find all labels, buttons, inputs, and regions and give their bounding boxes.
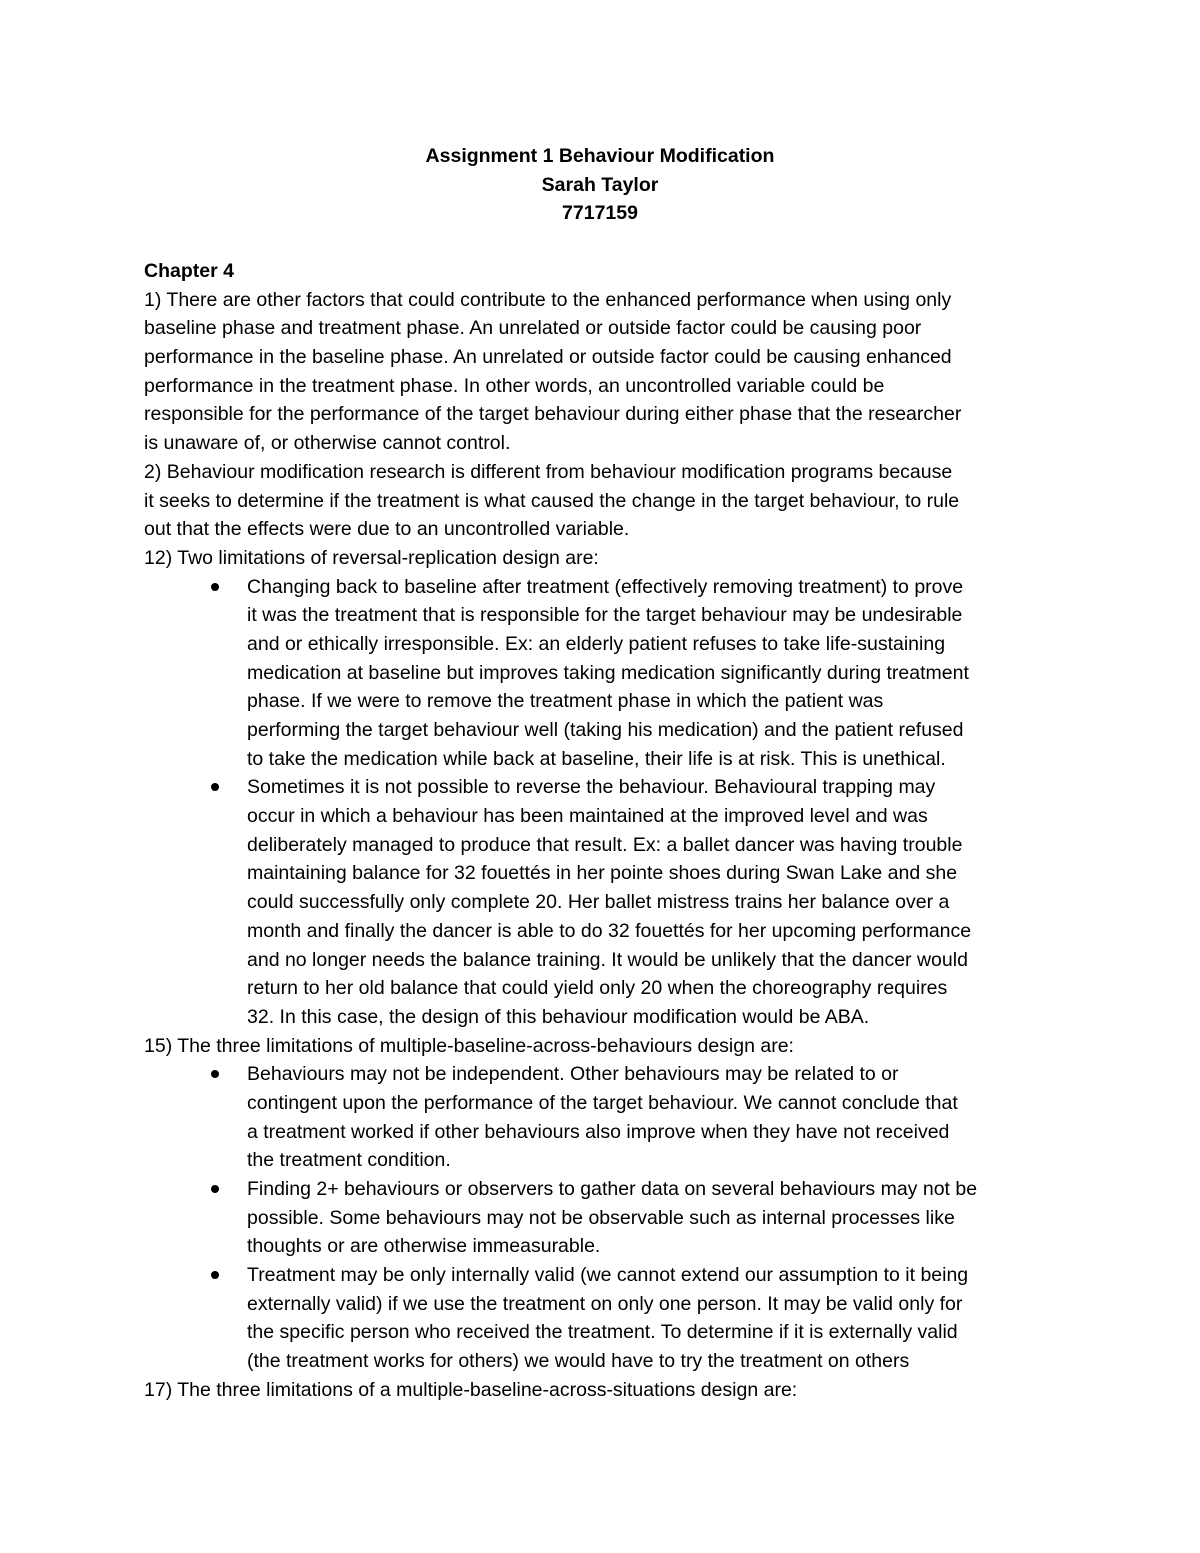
bullet-line: thoughts or are otherwise immeasurable. [247, 1235, 601, 1258]
bullet-line: Finding 2+ behaviours or observers to gather data on several behaviours may not be [247, 1178, 978, 1200]
bullet-line: 32. In this case, the design of this behaviour modification would be ABA. [247, 1005, 870, 1028]
bullet-item [144, 1175, 1064, 1261]
bullet-line: possible. Some behaviours may not be observable such as internal processes like [247, 1206, 955, 1229]
bullet-line: Treatment may be only internally valid (we cannot extend our assumption to it being [247, 1264, 969, 1287]
bullet-line: phase. If we were to remove the treatment phase in which the patient was [247, 690, 884, 713]
answer-17 [144, 1376, 1064, 1405]
answer-1 [144, 286, 1064, 458]
paragraph-line: is unaware of, or otherwise cannot control. [144, 432, 511, 455]
bullet-line: Changing back to baseline after treatment (effectively removing treatment) to prove [247, 575, 964, 598]
document-header [0, 142, 1200, 228]
paragraph-line: baseline phase and treatment phase. An unrelated or outside factor could be causing poor [144, 317, 922, 340]
answer-2 [144, 458, 1064, 544]
bullet-line: performing the target behaviour well (taking his medication) and the patient refused [247, 719, 964, 741]
bullet-line: to take the medication while back at baseline, their life is at risk. This is unethical. [247, 747, 946, 770]
paragraph-line: it seeks to determine if the treatment is what caused the change in the target behaviour, to rule [144, 489, 960, 512]
bullet-line: maintaining balance for 32 fouettés in her pointe shoes during Swan Lake and she [247, 862, 958, 885]
bullet-item [144, 1261, 1064, 1376]
bullet-icon [211, 783, 219, 791]
answer-12 [144, 544, 1064, 1032]
paragraph-line: 2) Behaviour modification research is different from behaviour modification programs because [144, 460, 953, 483]
bullet-icon [211, 1070, 219, 1078]
paragraph-line: out that the effects were due to an uncontrolled variable. [144, 518, 630, 541]
bullet-line: the treatment condition. [247, 1149, 451, 1172]
bullet-line: contingent upon the performance of the target behaviour. We cannot conclude that [247, 1091, 958, 1114]
paragraph-line: responsible for the performance of the target behaviour during either phase that the researcher [144, 403, 962, 426]
bullet-icon [211, 583, 219, 591]
bullet-line: deliberately managed to produce that result. Ex: a ballet dancer was having trouble [247, 833, 963, 856]
author-name: Sarah Taylor [541, 173, 659, 196]
student-id: 7717159 [562, 202, 638, 225]
bullet-line: it was the treatment that is responsible for the target behaviour may be undesirable [247, 604, 963, 627]
bullet-line: and or ethically irresponsible. Ex: an elderly patient refuses to take life-sustaining [247, 632, 946, 655]
bullet-line: and no longer needs the balance training. It would be unlikely that the dancer would [247, 948, 968, 971]
document-title: Assignment 1 Behaviour Modification [425, 145, 775, 167]
bullet-item [144, 573, 1064, 774]
paragraph-line: performance in the baseline phase. An unrelated or outside factor could be causing enhanced [144, 346, 952, 369]
bullet-item [144, 1060, 1064, 1175]
question-intro: 12) Two limitations of reversal-replication design are: [144, 546, 599, 569]
paragraph-line: 1) There are other factors that could contribute to the enhanced performance when using only [144, 288, 952, 311]
bullet-line: Sometimes it is not possible to reverse the behaviour. Behavioural trapping may [247, 776, 936, 799]
bullet-icon [211, 1271, 219, 1279]
bullet-line: month and finally the dancer is able to do 32 fouettés for her upcoming performance [247, 919, 972, 942]
bullet-line: occur in which a behaviour has been maintained at the improved level and was [247, 805, 928, 828]
answer-15 [144, 1032, 1064, 1376]
bullet-item [144, 773, 1064, 1031]
bullet-line: externally valid) if we use the treatment on only one person. It may be valid only for [247, 1292, 963, 1315]
chapter-heading: Chapter 4 [144, 260, 234, 282]
paragraph-line: performance in the treatment phase. In other words, an uncontrolled variable could be [144, 374, 885, 397]
bullet-line: Behaviours may not be independent. Other behaviours may be related to or [247, 1063, 899, 1086]
bullet-line: the specific person who received the treatment. To determine if it is externally valid [247, 1321, 958, 1344]
question-intro: 17) The three limitations of a multiple-baseline-across-situations design are: [144, 1378, 798, 1401]
question-intro: 15) The three limitations of multiple-baseline-across-behaviours design are: [144, 1034, 794, 1057]
bullet-line: medication at baseline but improves taking medication significantly during treatment [247, 661, 969, 684]
bullet-line: (the treatment works for others) we would have to try the treatment on others [247, 1350, 910, 1373]
bullet-icon [211, 1185, 219, 1193]
bullet-line: return to her old balance that could yield only 20 when the choreography requires [247, 977, 948, 1000]
document-body [144, 257, 1064, 1405]
bullet-list [144, 573, 1064, 1032]
bullet-line: a treatment worked if other behaviours also improve when they have not received [247, 1120, 950, 1143]
bullet-list [144, 1060, 1064, 1376]
bullet-line: could successfully only complete 20. Her ballet mistress trains her balance over a [247, 891, 950, 914]
